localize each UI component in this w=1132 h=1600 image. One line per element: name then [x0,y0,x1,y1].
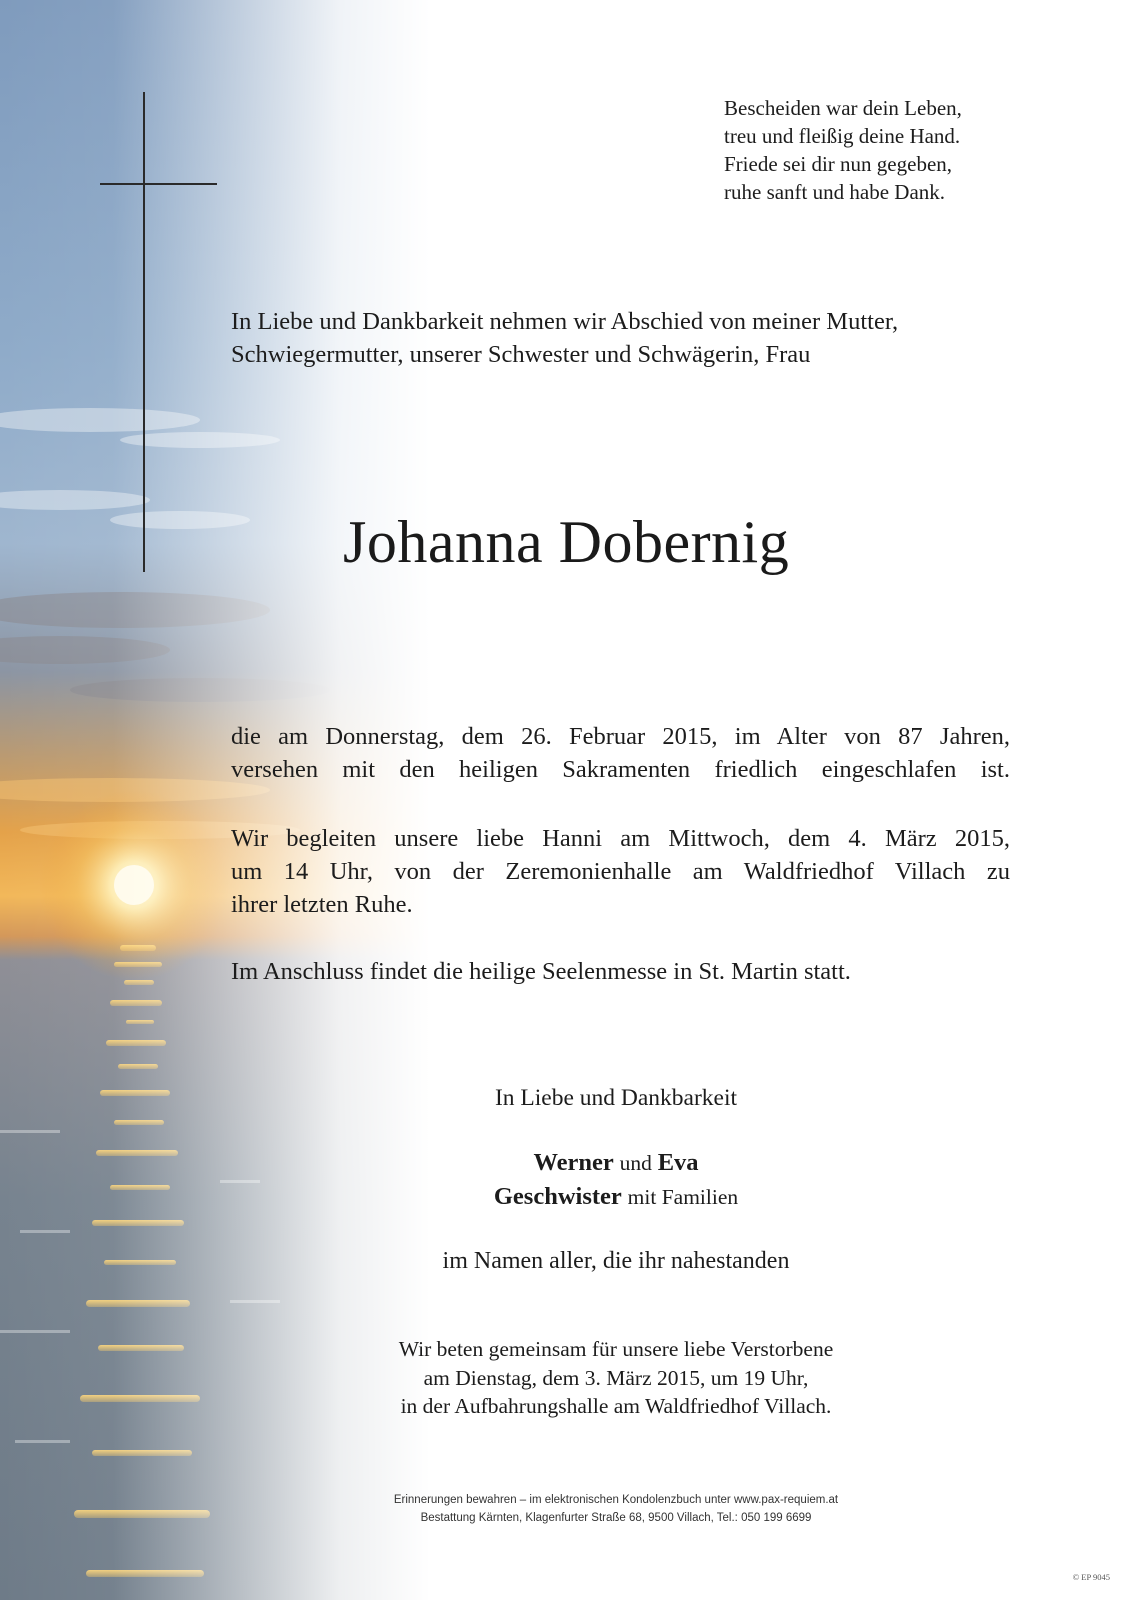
death-line: versehen mit den heiligen Sakramenten friedlich eingeschlafen ist. [231,756,1010,783]
intro-line: Schwiegermutter, unserer Schwester und Schwägerin, Frau [231,341,811,368]
funeral-line: um 14 Uhr, von der Zeremonienhalle am Waldfriedhof Villach zu [231,858,1010,885]
family-name: Eva [657,1149,699,1176]
poem-line: ruhe sanft und habe Dank. [724,180,946,204]
regards-line: In Liebe und Dankbarkeit [494,1085,738,1111]
family-conjunction: und [619,1151,652,1175]
intro-line: In Liebe und Dankbarkeit nehmen wir Abschied von meiner Mutter, [231,308,899,335]
footer [0,1491,1132,1527]
footer-line: Erinnerungen bewahren – im elektronischen Kondolenzbuch unter www.pax-requiem.at [393,1494,839,1506]
family-name: Werner [533,1149,614,1176]
funeral-line: ihrer letzten Ruhe. [231,891,413,918]
footer-line: Bestattung Kärnten, Klagenfurter Straße 68, 9500 Villach, Tel.: 050 199 6699 [420,1512,812,1524]
poem-line: Friede sei dir nun gegeben, [724,152,953,176]
mass-line: Im Anschluss findet die heilige Seelenmesse in St. Martin statt. [231,958,851,985]
prayer-line: am Dienstag, dem 3. März 2015, um 19 Uhr, [423,1365,809,1390]
poem [724,94,962,206]
prayer-notice [0,1335,1132,1421]
family-name: Geschwister [493,1183,622,1210]
prayer-line: in der Aufbahrungshalle am Waldfriedhof Villach. [400,1394,832,1418]
family-line-1 [0,1146,1132,1180]
poem-line: Bescheiden war dein Leben, [724,96,962,120]
family-signatures [0,1146,1132,1214]
funeral-notice [231,822,1010,921]
prayer-line: Wir beten gemeinsam für unsere liebe Verstorbene [398,1337,834,1361]
intro-text [231,305,1011,371]
deceased-name: Johanna Dobernig [343,509,790,575]
funeral-line: Wir begleiten unsere liebe Hanni am Mittwoch, dem 4. März 2015, [231,825,1010,852]
family-line-2 [0,1180,1132,1214]
mass-notice [231,955,1010,988]
print-code: © EP 9045 [1072,1572,1110,1582]
on-behalf-line: im Namen aller, die ihr nahestanden [442,1248,790,1274]
death-line: die am Donnerstag, dem 26. Februar 2015, im Alter von 87 Jahren, [231,723,1010,750]
death-notice [231,720,1010,786]
family-suffix: mit Familien [627,1185,739,1209]
poem-line: treu und fleißig deine Hand. [724,124,961,148]
